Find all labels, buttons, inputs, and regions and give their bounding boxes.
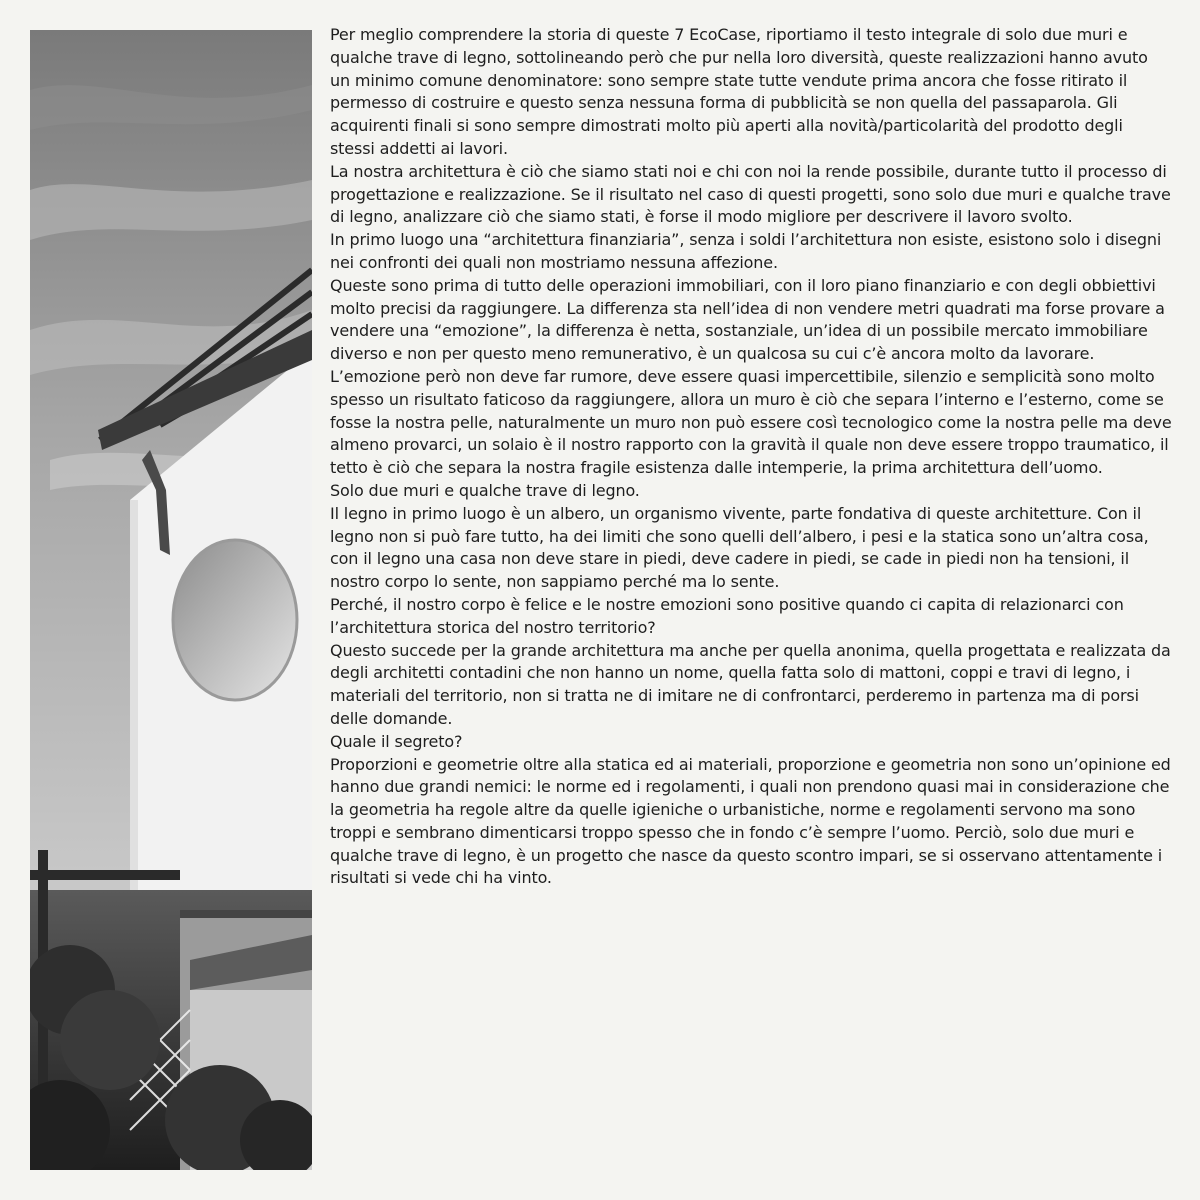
house-photo <box>30 30 312 1170</box>
paragraph: Perché, il nostro corpo è felice e le nostre emozioni sono positive quando ci capita di relazionarci con l’architettura storica del nostro territorio? <box>330 594 1124 637</box>
article-text <box>330 24 1172 890</box>
foliage <box>60 990 160 1090</box>
paragraph: Questo succede per la grande architettura ma anche per quella anonima, quella progettata e realizzata da degli architetti contadini che non hanno un nome, quella fatta solo di mattoni, coppi e travi di legno, i materiali del territorio, non si tratta ne di imitare ne di confrontarci, perderemo in partenza ma di porsi delle domande. <box>330 640 1171 728</box>
pergola-beam <box>30 870 180 880</box>
door-frame <box>180 910 312 918</box>
paragraph: Il legno in primo luogo è un albero, un organismo vivente, parte fondativa di queste architetture. Con il legno non si può fare tutto, ha dei limiti che sono quelli dell’albero, i pesi e la statica sono un’altra cosa, con il legno una casa non deve stare in piedi, deve cadere in piedi, se cade in piedi non ha tensioni, il nostro corpo lo sente, non sappiamo perché ma lo sente. <box>330 503 1149 592</box>
paragraph: La nostra architettura è ciò che siamo stati noi e chi con noi la rende possibile, durante tutto il processo di progettazione e realizzazione. Se il risultato nel caso di questi progetti, sono solo due muri e qualche trave di legno, analizzare ciò che siamo stati, è forse il modo migliore per descrivere il lavoro svolto. <box>330 161 1171 227</box>
paragraph: In primo luogo una “architettura finanziaria”, senza i soldi l’architettura non esiste, esistono solo i disegni nei confronti dei quali non mostriamo nessuna affezione. <box>330 230 1162 272</box>
paragraph: Per meglio comprendere la storia di queste 7 EcoCase, riportiamo il testo integrale di solo due muri e qualche trave di legno, sottolineando però che pur nella loro diversità, queste realizzazioni hanno avuto un minimo comune denominatore: sono sempre state tutte vendute prima ancora che fosse ritirato il permesso di costruire e questo senza nessuna forma di pubblicità se non quella del passaparola. Gli acquirenti finali si sono sempre dimostrati molto più aperti alla novità/particolarità del prodotto degli stessi addetti ai lavori. <box>330 25 1148 158</box>
paragraph: Quale il segreto? <box>330 731 463 751</box>
paragraph: L’emozione però non deve far rumore, deve essere quasi impercettibile, silenzio e semplicità sono molto spesso un risultato faticoso da raggiungere, allora un muro è ciò che separa l’interno e l’esterno, come se fosse la nostra pelle, naturalmente un muro non può essere così tecnologico come la nostra pelle ma deve almeno provarci, un solaio è il nostro rapporto con la gravità il quale non deve essere troppo traumatico, il tetto è ciò che separa la nostra fragile esistenza dalle intemperie, la prima architettura dell’uomo. <box>330 366 1172 478</box>
house-photo-illustration <box>30 30 312 1170</box>
paragraph: Solo due muri e qualche trave di legno. <box>330 480 640 500</box>
paragraph: Proporzioni e geometrie oltre alla statica ed ai materiali, proporzione e geometria non sono un’opinione ed hanno due grandi nemici: le norme ed i regolamenti, i quali non prendono quasi mai in considerazione che la geometria ha regole altre da quelle igieniche o urbanistiche, norme e regolamenti servono ma sono troppi e sembrano dimenticarsi troppo spesso che in fondo c’è sempre l’uomo. Perciò, solo due muri e qualche trave di legno, è un progetto che nasce da questo scontro impari, se si osservano attentamente i risultati si vede chi ha vinto. <box>330 754 1171 888</box>
paragraph: Queste sono prima di tutto delle operazioni immobiliari, con il loro piano finanziario e con degli obbiettivi molto precisi da raggiungere. La differenza sta nell’idea di non vendere metri quadrati ma forse provare a vendere una “emozione”, la differenza è netta, sostanziale, un’idea di un possibile mercato immobiliare diverso e non per questo meno remunerativo, è un qualcosa su cui c’è ancora molto da lavorare. <box>330 275 1165 364</box>
